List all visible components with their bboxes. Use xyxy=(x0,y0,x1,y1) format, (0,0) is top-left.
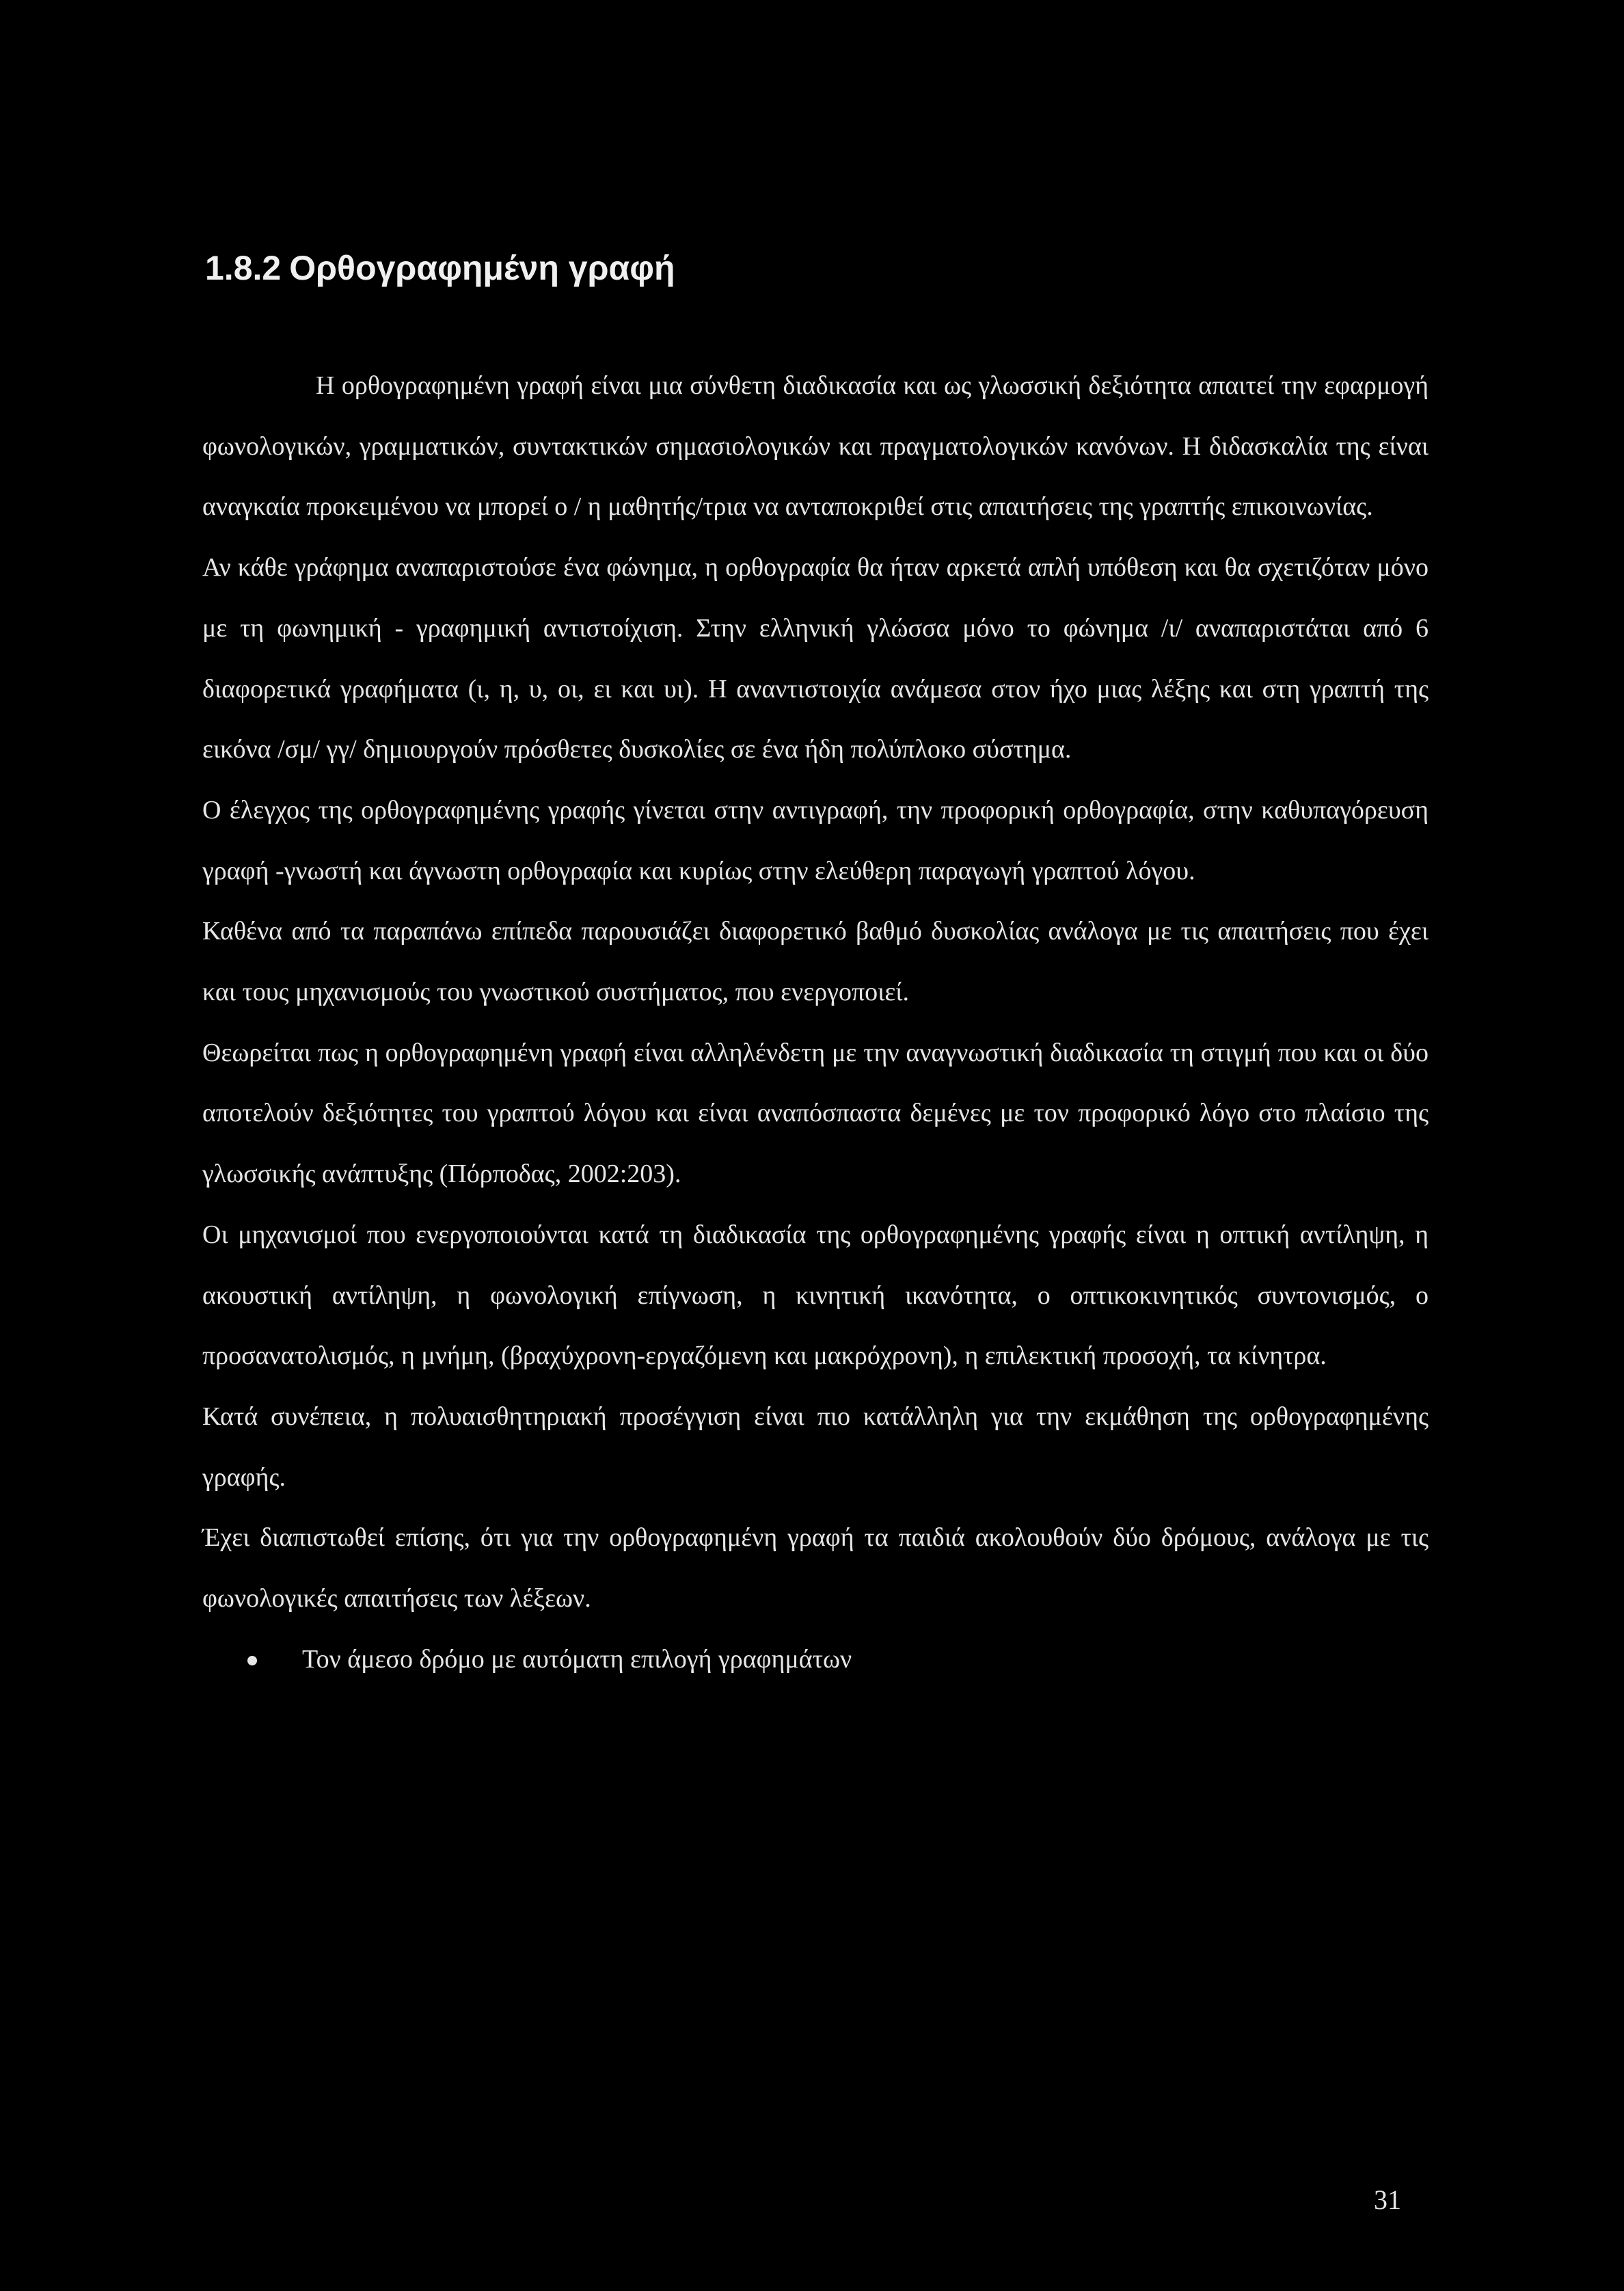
page-number: 31 xyxy=(1374,2184,1401,2215)
bullet-dot-icon xyxy=(247,1656,257,1665)
paragraph: Έχει διαπιστωθεί επίσης, ότι για την ορθογραφημένη γραφή τα παιδιά ακολουθούν δύο δρόμους, ανάλογα με τις φωνολογικές απαιτήσεις των λέξεων. xyxy=(202,1523,1429,1613)
body-text xyxy=(202,356,1429,1689)
paragraph: Ο έλεγχος της ορθογραφημένης γραφής γίνεται στην αντιγραφή, την προφορική ορθογραφία, στην καθυπαγόρευση γραφή -γνωστή και άγνωστη ορθογραφία και κυρίως στην ελεύθερη παραγωγή γραπτού λόγου. xyxy=(202,795,1429,885)
section-heading xyxy=(205,247,675,289)
paragraph: Η ορθογραφημένη γραφή είναι μια σύνθετη διαδικασία και ως γλωσσική δεξιότητα απαιτεί την εφαρμογή φωνολογικών, γραμματικών, συντακτικών σημασιολογικών και πραγματολογικών κανόνων. Η διδασκαλία της είναι αναγκαία προκειμένου να μπορεί ο / η μαθητής/τρια να ανταποκριθεί στις απαιτήσεις της γραπτής επικοινωνίας. xyxy=(202,371,1429,522)
section-title: Ορθογραφημένη γραφή xyxy=(289,249,675,287)
paragraph: Οι μηχανισμοί που ενεργοποιούνται κατά τη διαδικασία της ορθογραφημένης γραφής είναι η οπτική αντίληψη, η ακουστική αντίληψη, η φωνολογική επίγνωση, η κινητική ικανότητα, ο οπτικοκινητικός συντονισμός, ο προσανατολισμός, η μνήμη, (βραχύχρονη-εργαζόμενη και μακρόχρονη), η επιλεκτική προσοχή, τα κίνητρα. xyxy=(202,1220,1429,1371)
paragraph: Καθένα από τα παραπάνω επίπεδα παρουσιάζει διαφορετικό βαθμό δυσκολίας ανάλογα με τις απαιτήσεις που έχει και τους μηχανισμούς του γνωστικού συστήματος, που ενεργοποιεί. xyxy=(202,917,1429,1007)
section-number: 1.8.2 xyxy=(205,249,282,287)
paragraph: Αν κάθε γράφημα αναπαριστούσε ένα φώνημα, η ορθογραφία θα ήταν αρκετά απλή υπόθεση και θα σχετιζόταν μόνο με τη φωνημική - γραφημική αντιστοίχιση. Στην ελληνική γλώσσα μόνο το φώνημα /ι/ αναπαριστάται από 6 διαφορετικά γραφήματα (ι, η, υ, οι, ει και υι). Η αναντιστοιχία ανάμεσα στον ήχο μιας λέξης και στη γραπτή της εικόνα /σμ/ γγ/ δημιουργούν πρόσθετες δυσκολίες σε ένα ήδη πολύπλοκο σύστημα. xyxy=(202,553,1429,764)
bullet-text: Τον άμεσο δρόμο με αυτόματη επιλογή γραφημάτων xyxy=(302,1644,852,1674)
bullet-list xyxy=(202,1629,1429,1690)
paragraph: Κατά συνέπεια, η πολυαισθητηριακή προσέγγιση είναι πιο κατάλληλη για την εκμάθηση της ορθογραφημένης γραφής. xyxy=(202,1402,1429,1492)
bullet-item xyxy=(202,1629,1429,1690)
paragraph: Θεωρείται πως η ορθογραφημένη γραφή είναι αλληλένδετη με την αναγνωστική διαδικασία τη στιγμή που και οι δύο αποτελούν δεξιότητες του γραπτού λόγου και είναι αναπόσπαστα δεμένες με τον προφορικό λόγο στο πλαίσιο της γλωσσικής ανάπτυξης (Πόρποδας, 2002:203). xyxy=(202,1038,1429,1189)
